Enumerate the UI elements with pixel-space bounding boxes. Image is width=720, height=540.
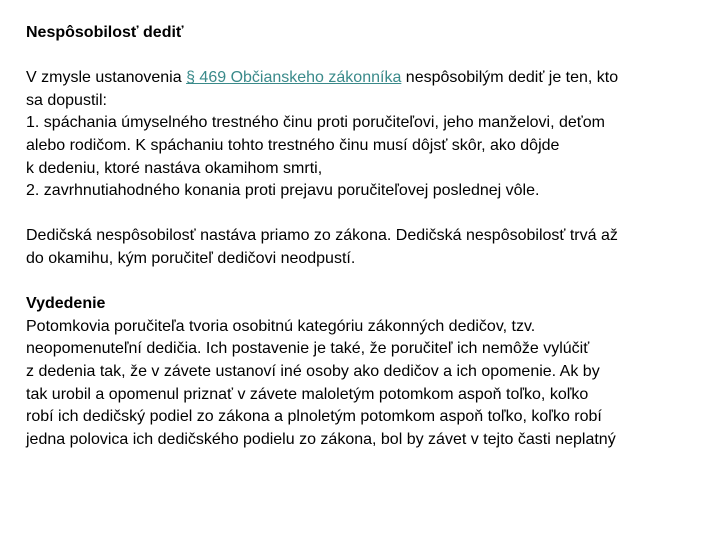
- paragraph-gap: [26, 203, 710, 226]
- paragraph-line: neopomenuteľní dedičia. Ich postavenie je také, že poručiteľ ich nemôže vylúčiť: [26, 340, 590, 358]
- paragraph-line: 2. zavrhnutiahodného konania proti prejavu poručiteľovej poslednej vôle.: [26, 182, 540, 200]
- document-body: [26, 22, 710, 451]
- civil-code-link[interactable]: § 469 Občianskeho zákonníka: [186, 69, 402, 87]
- paragraph-line: jedna polovica ich dedičského podielu zo zákona, bol by závet v tejto časti neplatný: [26, 430, 616, 448]
- paragraph-line: tak urobil a opomenul priznať v závete maloletým potomkom aspoň toľko, koľko: [26, 385, 589, 403]
- paragraph-line: Potomkovia poručiteľa tvoria osobitnú kategóriu zákonných dedičov, tzv.: [26, 317, 536, 335]
- paragraph-line: Dedičská nespôsobilosť nastáva priamo zo zákona. Dedičská nespôsobilosť trvá až: [26, 227, 618, 245]
- text-fragment: V zmysle ustanovenia: [26, 69, 187, 87]
- text-fragment: nespôsobilým dediť je ten, kto: [401, 69, 619, 87]
- section-heading-disinheritance: Vydedenie: [26, 295, 106, 313]
- paragraph-gap: [26, 271, 710, 294]
- paragraph-line: alebo rodičom. K spáchaniu tohto trestného činu musí dôjsť skôr, ako dôjde: [26, 136, 560, 154]
- paragraph-line: sa dopustil:: [26, 91, 107, 109]
- paragraph-line: k dedeniu, ktoré nastáva okamihom smrti,: [26, 159, 323, 177]
- paragraph-line: 1. spáchania úmyselného trestného činu proti poručiteľovi, jeho manželovi, deťom: [26, 114, 605, 132]
- section-heading-inability-to-inherit: Nespôsobilosť dediť: [26, 24, 184, 41]
- paragraph-line: do okamihu, kým poručiteľ dedičovi neodpustí.: [26, 249, 356, 267]
- paragraph-gap: [26, 45, 710, 68]
- paragraph-line: robí ich dedičský podiel zo zákona a plnoletým potomkom aspoň toľko, koľko robí: [26, 408, 602, 426]
- paragraph-line: [26, 67, 710, 90]
- paragraph-line: z dedenia tak, že v závete ustanoví iné osoby ako dedičov a ich opomenie. Ak by: [26, 362, 600, 380]
